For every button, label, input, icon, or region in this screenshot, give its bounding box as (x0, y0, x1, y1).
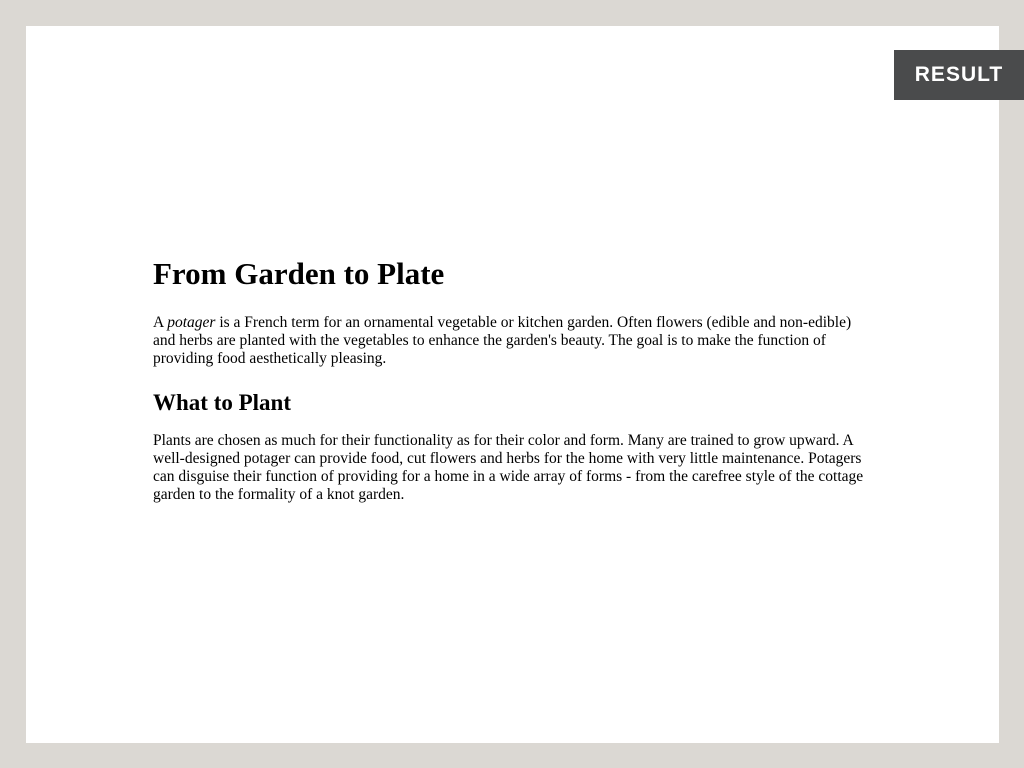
section-paragraph: Plants are chosen as much for their functionality as for their color and form. Many are trained to grow upward. A well-designed potager can provide food, cut flowers and herbs for the home with very little maintenance. Potagers can disguise their function of providing for a home in a wide array of forms - from the carefree style of the cottage garden to the formality of a knot garden. (153, 432, 864, 503)
page-title: From Garden to Plate (153, 256, 445, 291)
section-heading: What to Plant (153, 390, 291, 415)
intro-paragraph (153, 314, 875, 368)
intro-lead: A (153, 314, 168, 331)
intro-rest: is a French term for an ornamental vegetable or kitchen garden. Often flowers (edible and non-edible) and herbs are planted with the vegetables to enhance the garden's beauty. The goal is to make the function of providing food aesthetically pleasing. (153, 314, 852, 367)
intro-term: potager (167, 314, 216, 331)
result-badge: RESULT (894, 50, 1024, 100)
article (153, 254, 875, 504)
